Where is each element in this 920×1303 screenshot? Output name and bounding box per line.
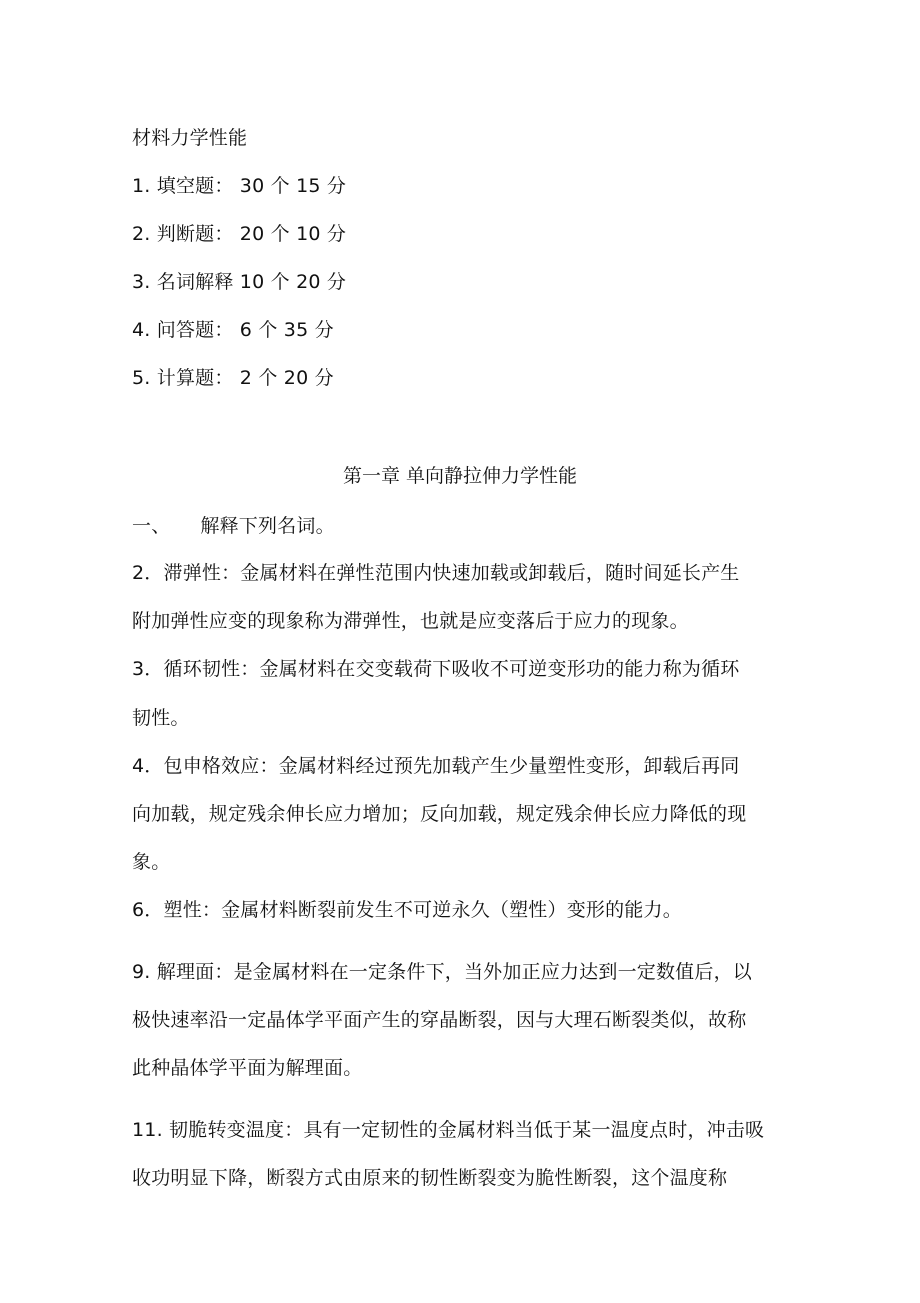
section-number: 一、 xyxy=(132,515,171,537)
score-item: 3. 名词解释 10 个 20 分 xyxy=(132,271,347,293)
definition-line: 此种晶体学平面为解理面。 xyxy=(132,1057,363,1079)
definition-line: 象。 xyxy=(132,851,171,873)
definition-line: 2．滞弹性：金属材料在弹性范围内快速加载或卸载后，随时间延长产生 xyxy=(132,562,740,584)
chapter-title: 第一章 单向静拉伸力学性能 xyxy=(342,465,578,487)
definition-line: 收功明显下降，断裂方式由原来的韧性断裂变为脆性断裂，这个温度称 xyxy=(132,1167,728,1189)
section-heading xyxy=(132,514,335,538)
definition-line: 韧性。 xyxy=(132,707,190,729)
definition-line: 4．包申格效应：金属材料经过预先加载产生少量塑性变形，卸载后再同 xyxy=(132,755,740,777)
definition-line: 3．循环韧性：金属材料在交变载荷下吸收不可逆变形功的能力称为循环 xyxy=(132,658,740,680)
definition-line: 9. 解理面：是金属材料在一定条件下，当外加正应力达到一定数值后，以 xyxy=(132,961,752,983)
score-item: 5. 计算题： 2 个 20 分 xyxy=(132,367,334,389)
score-item: 2. 判断题： 20 个 10 分 xyxy=(132,223,347,245)
definition-line: 附加弹性应变的现象称为滞弹性，也就是应变落后于应力的现象。 xyxy=(132,610,689,632)
definition-line: 极快速率沿一定晶体学平面产生的穿晶断裂，因与大理石断裂类似，故称 xyxy=(132,1009,747,1031)
definition-line: 向加载，规定残余伸长应力增加；反向加载，规定残余伸长应力降低的现 xyxy=(132,803,747,825)
definition-line: 6．塑性：金属材料断裂前发生不可逆永久（塑性）变形的能力。 xyxy=(132,899,682,921)
definition-line: 11. 韧脆转变温度：具有一定韧性的金属材料当低于某一温度点时，冲击吸 xyxy=(132,1119,765,1141)
section-title: 解释下列名词。 xyxy=(200,515,335,537)
score-item: 1. 填空题： 30 个 15 分 xyxy=(132,175,347,197)
document-title: 材料力学性能 xyxy=(132,127,248,149)
score-item: 4. 问答题： 6 个 35 分 xyxy=(132,319,334,341)
